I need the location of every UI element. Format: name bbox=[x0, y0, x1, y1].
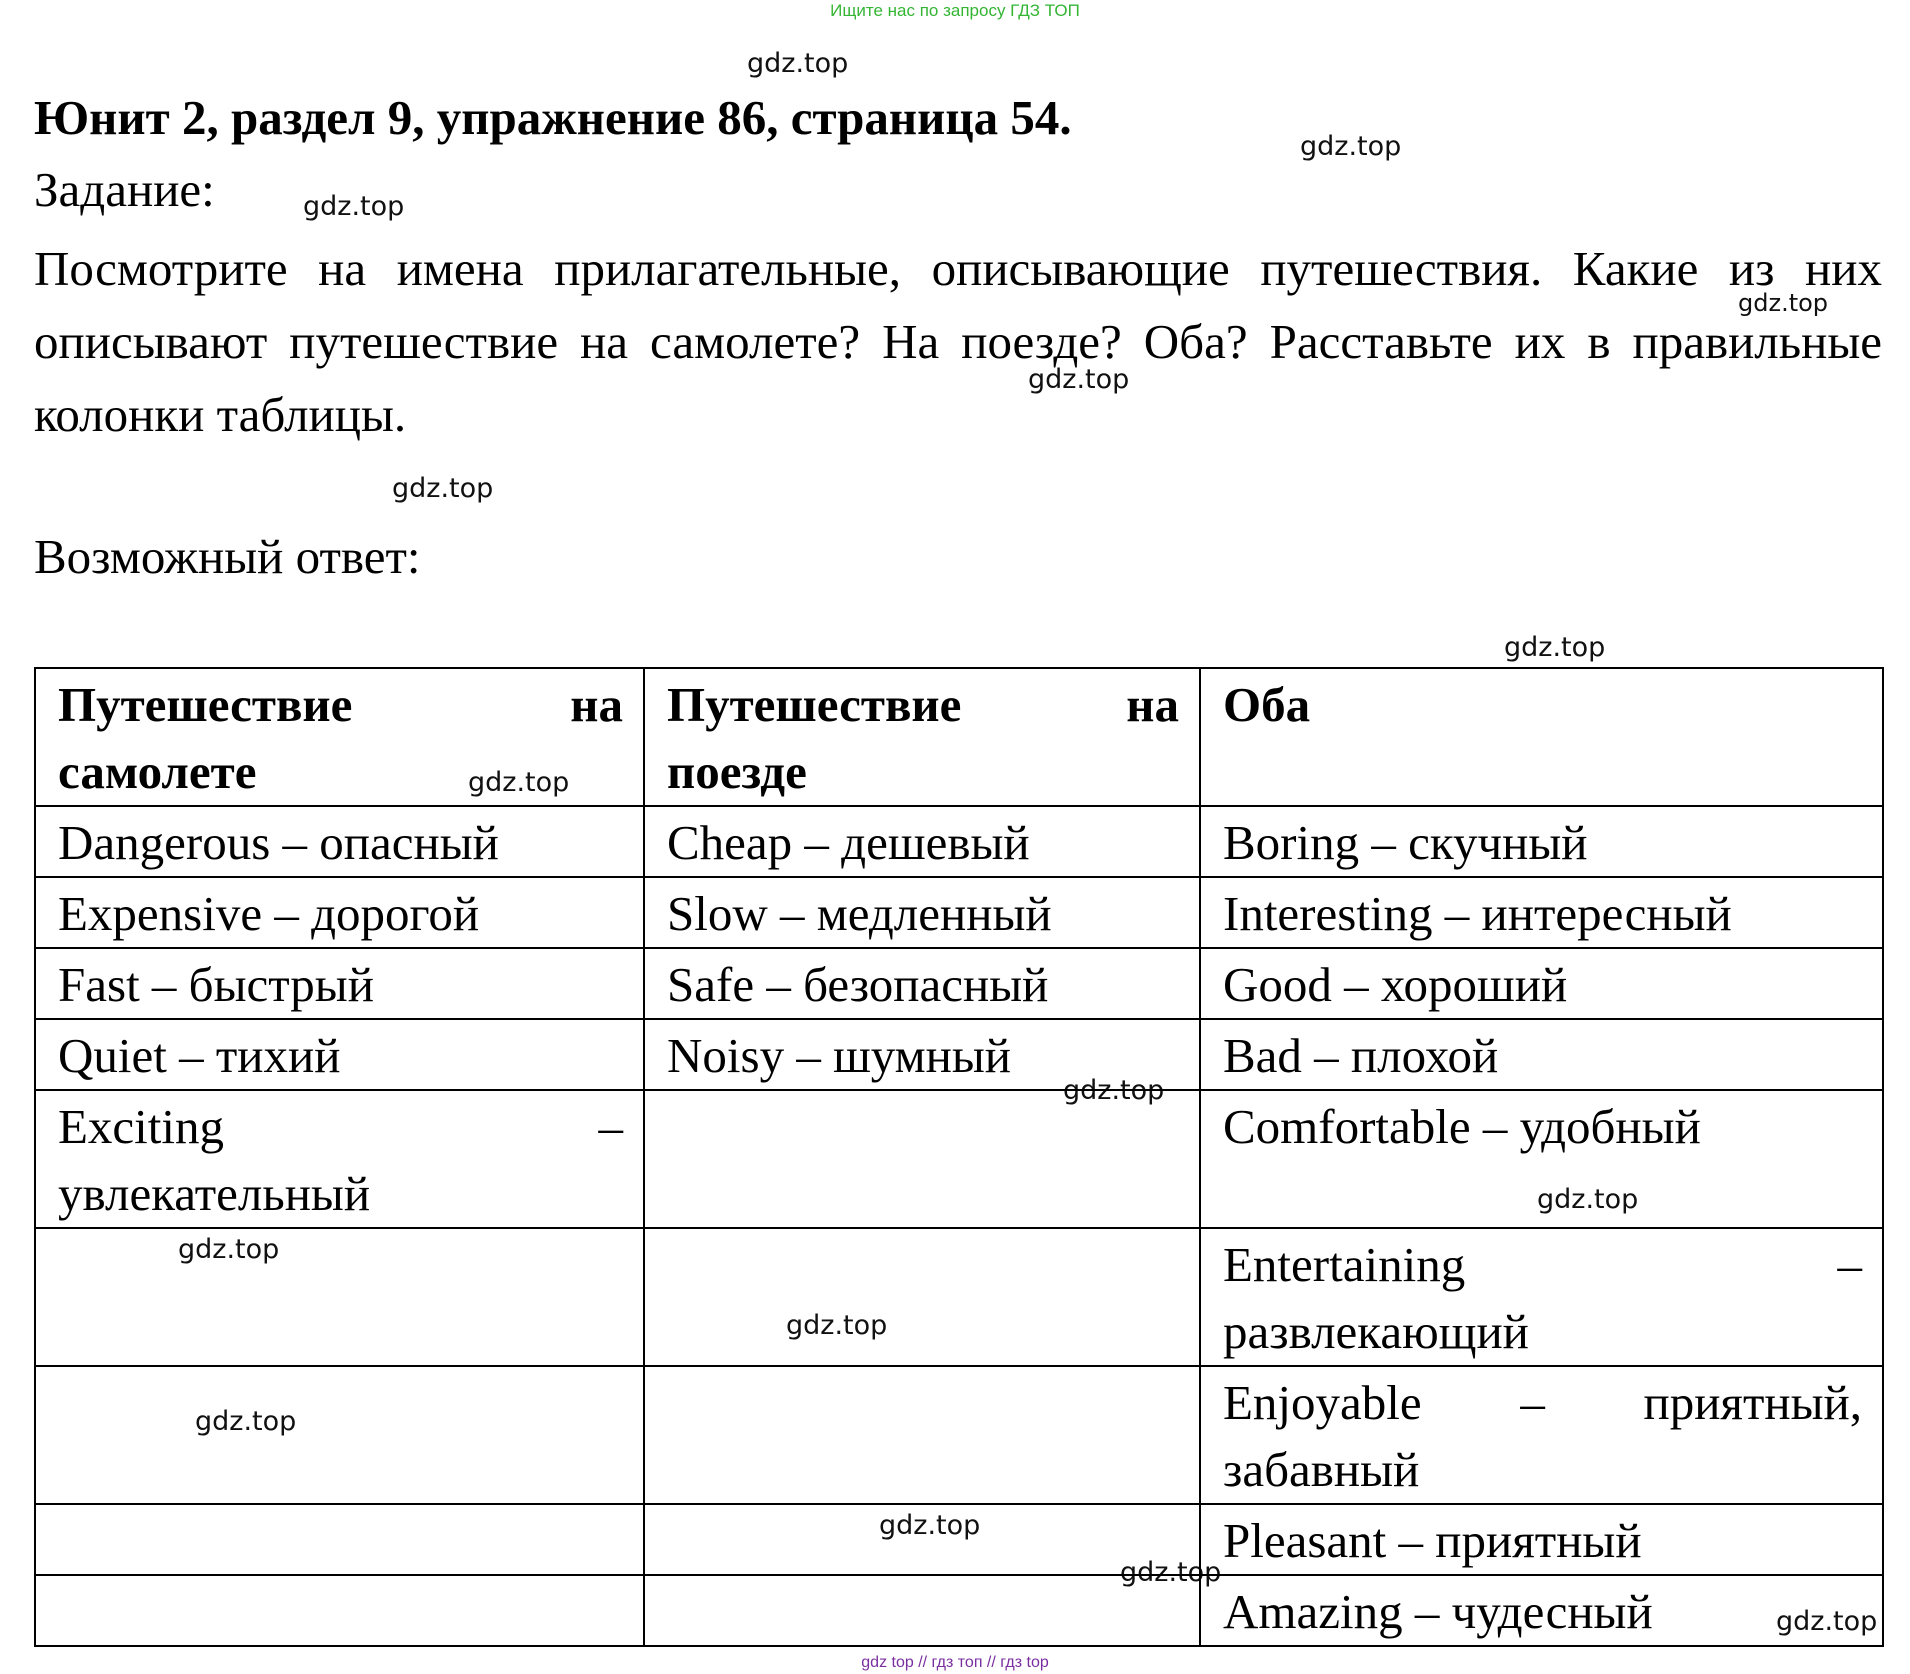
table-cell bbox=[35, 1575, 644, 1646]
table-row bbox=[35, 806, 1883, 877]
table-header-row bbox=[35, 668, 1883, 806]
table-cell: Noisy – шумный bbox=[644, 1019, 1200, 1090]
table-cell bbox=[644, 1575, 1200, 1646]
table-cell bbox=[644, 1366, 1200, 1504]
table-cell bbox=[35, 1504, 644, 1575]
table-cell bbox=[644, 1228, 1200, 1366]
watermark: gdz.top bbox=[1300, 131, 1402, 162]
table-cell: Exciting – увлекательный bbox=[35, 1090, 644, 1228]
watermark: gdz.top bbox=[1504, 632, 1606, 663]
watermark: gdz.top bbox=[1063, 1075, 1165, 1106]
table-row bbox=[35, 1575, 1883, 1646]
watermark: gdz.top bbox=[1776, 1606, 1878, 1637]
table-row bbox=[35, 1366, 1883, 1504]
table-row bbox=[35, 1228, 1883, 1366]
watermark: gdz.top bbox=[1537, 1184, 1639, 1215]
watermark: gdz.top bbox=[303, 191, 405, 222]
watermark: gdz.top bbox=[468, 767, 570, 798]
answer-table bbox=[34, 667, 1884, 1647]
table-cell: Safe – безопасный bbox=[644, 948, 1200, 1019]
top-banner: Ищите нас по запросу ГДЗ ТОП bbox=[830, 1, 1080, 20]
table-cell: Slow – медленный bbox=[644, 877, 1200, 948]
watermark: gdz.top bbox=[392, 473, 494, 504]
table-cell: Amazing – чудесный bbox=[1200, 1575, 1883, 1646]
header-plane: Путешествие на самолете bbox=[35, 668, 644, 806]
task-label: Задание: bbox=[34, 162, 215, 217]
watermark: gdz.top bbox=[786, 1310, 888, 1341]
table-row bbox=[35, 877, 1883, 948]
table-cell: Quiet – тихий bbox=[35, 1019, 644, 1090]
table-cell: Dangerous – опасный bbox=[35, 806, 644, 877]
page-title: Юнит 2, раздел 9, упражнение 86, страница 54. bbox=[34, 90, 1072, 145]
answer-label: Возможный ответ: bbox=[34, 529, 421, 584]
watermark: gdz.top bbox=[879, 1510, 981, 1541]
table-cell bbox=[644, 1504, 1200, 1575]
footer-watermark: gdz top // гдз топ // гдз top bbox=[861, 1654, 1049, 1671]
table-cell: Interesting – интересный bbox=[1200, 877, 1883, 948]
table-cell: Entertaining – развлекающий bbox=[1200, 1228, 1883, 1366]
watermark: gdz.top bbox=[747, 48, 849, 79]
watermark: gdz.top bbox=[1120, 1557, 1222, 1588]
watermark: gdz.top bbox=[195, 1406, 297, 1437]
table-cell bbox=[644, 1090, 1200, 1228]
table-cell: Pleasant – приятный bbox=[1200, 1504, 1883, 1575]
table-cell: Cheap – дешевый bbox=[644, 806, 1200, 877]
task-text: Посмотрите на имена прилагательные, описывающие путешествия. Какие из них описывают путешествие на самолете? На поезде? Оба? Расставьте их в правильные колонки таблицы. bbox=[34, 241, 1882, 442]
table-cell: Expensive – дорогой bbox=[35, 877, 644, 948]
table-row bbox=[35, 948, 1883, 1019]
table-row bbox=[35, 1019, 1883, 1090]
table-row bbox=[35, 1504, 1883, 1575]
watermark: gdz.top bbox=[1738, 289, 1829, 317]
table-cell: Good – хороший bbox=[1200, 948, 1883, 1019]
watermark: gdz.top bbox=[1028, 364, 1130, 395]
header-both: Оба bbox=[1200, 668, 1883, 806]
table-cell bbox=[35, 1228, 644, 1366]
table-cell: Enjoyable – приятный, забавный bbox=[1200, 1366, 1883, 1504]
watermark: gdz.top bbox=[178, 1234, 280, 1265]
header-train: Путешествие на поезде bbox=[644, 668, 1200, 806]
table-cell: Boring – скучный bbox=[1200, 806, 1883, 877]
table-cell: Comfortable – удобный bbox=[1200, 1090, 1883, 1228]
table-row bbox=[35, 1090, 1883, 1228]
table-cell: Bad – плохой bbox=[1200, 1019, 1883, 1090]
table-cell bbox=[35, 1366, 644, 1504]
table-cell: Fast – быстрый bbox=[35, 948, 644, 1019]
